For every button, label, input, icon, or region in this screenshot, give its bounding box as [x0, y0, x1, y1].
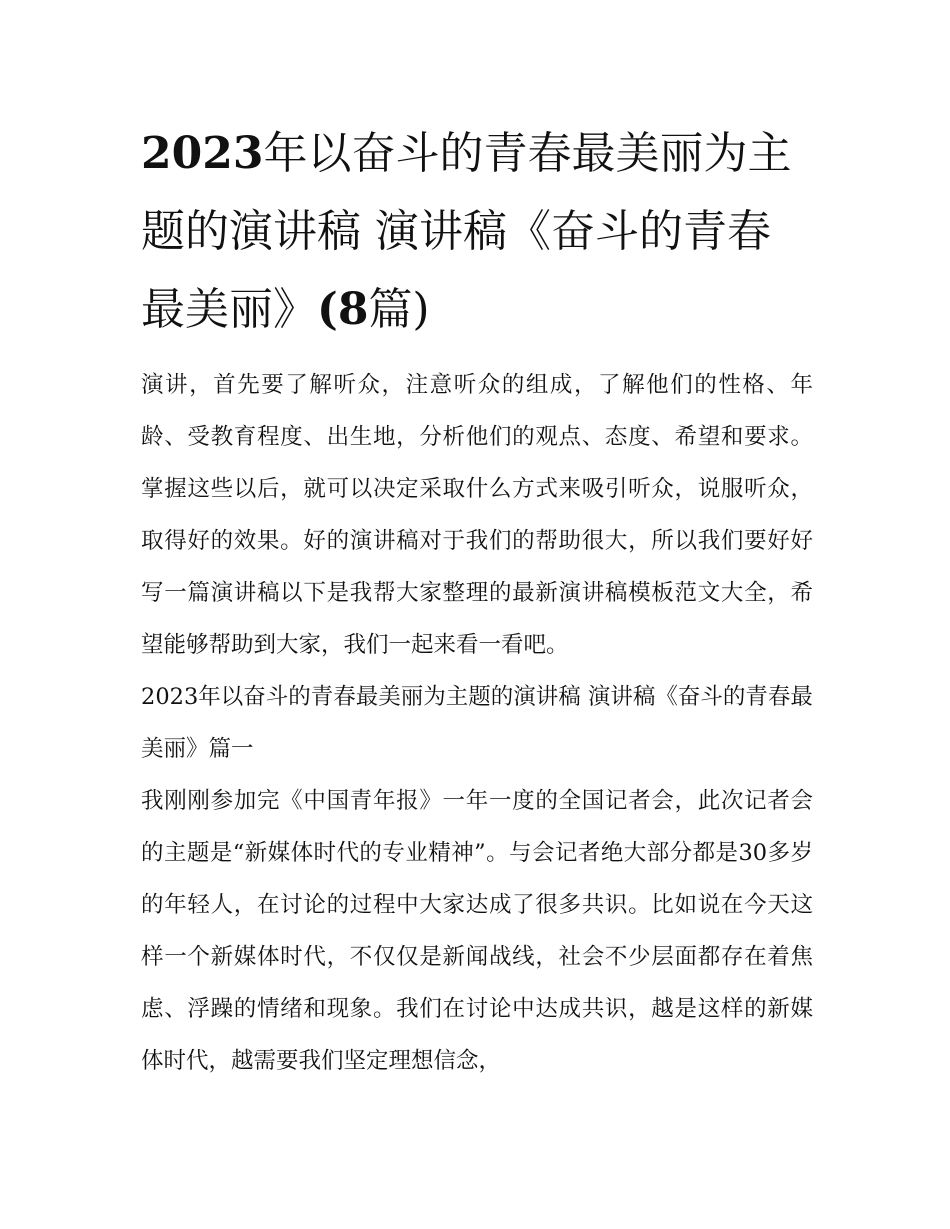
intro-paragraph: 演讲，首先要了解听众，注意听众的组成，了解他们的性格、年龄、受教育程度、出生地，分析他们的观点、态度、希望和要求。掌握这些以后，就可以决定采取什么方式来吸引听众，说服听众，取得好的效果。好的演讲稿对于我们的帮助很大，所以我们要好好写一篇演讲稿以下是我帮大家整理的最新演讲稿模板范文大全，希望能够帮助到大家，我们一起来看一看吧。	[141, 372, 813, 658]
title-text: 年以奋斗的青春最美丽为主题的演讲稿 演讲稿《奋斗的青春最美丽》	[141, 128, 792, 335]
body-paragraph: 我刚刚参加完《中国青年报》一年一度的全国记者会，此次记者会的主题是“新媒体时代的专业精神”。与会记者绝大部分都是30多岁的年轻人，在讨论的过程中大家达成了很多共识。比如说在今天这样一个新媒体时代，不仅仅是新闻战线，社会不少层面都存在着焦虑、浮躁的情绪和现象。我们在讨论中达成共识，越是这样的新媒体时代，越需要我们坚定理想信念，	[141, 788, 813, 1074]
title-count: (8	[317, 284, 369, 335]
section-heading: 2023年以奋斗的青春最美丽为主题的演讲稿 演讲稿《奋斗的青春最美丽》篇一	[141, 684, 813, 762]
title-year: 2023	[141, 128, 264, 179]
document-title	[141, 115, 813, 349]
document-content	[141, 115, 813, 1087]
title-count-unit: 篇)	[368, 284, 430, 335]
